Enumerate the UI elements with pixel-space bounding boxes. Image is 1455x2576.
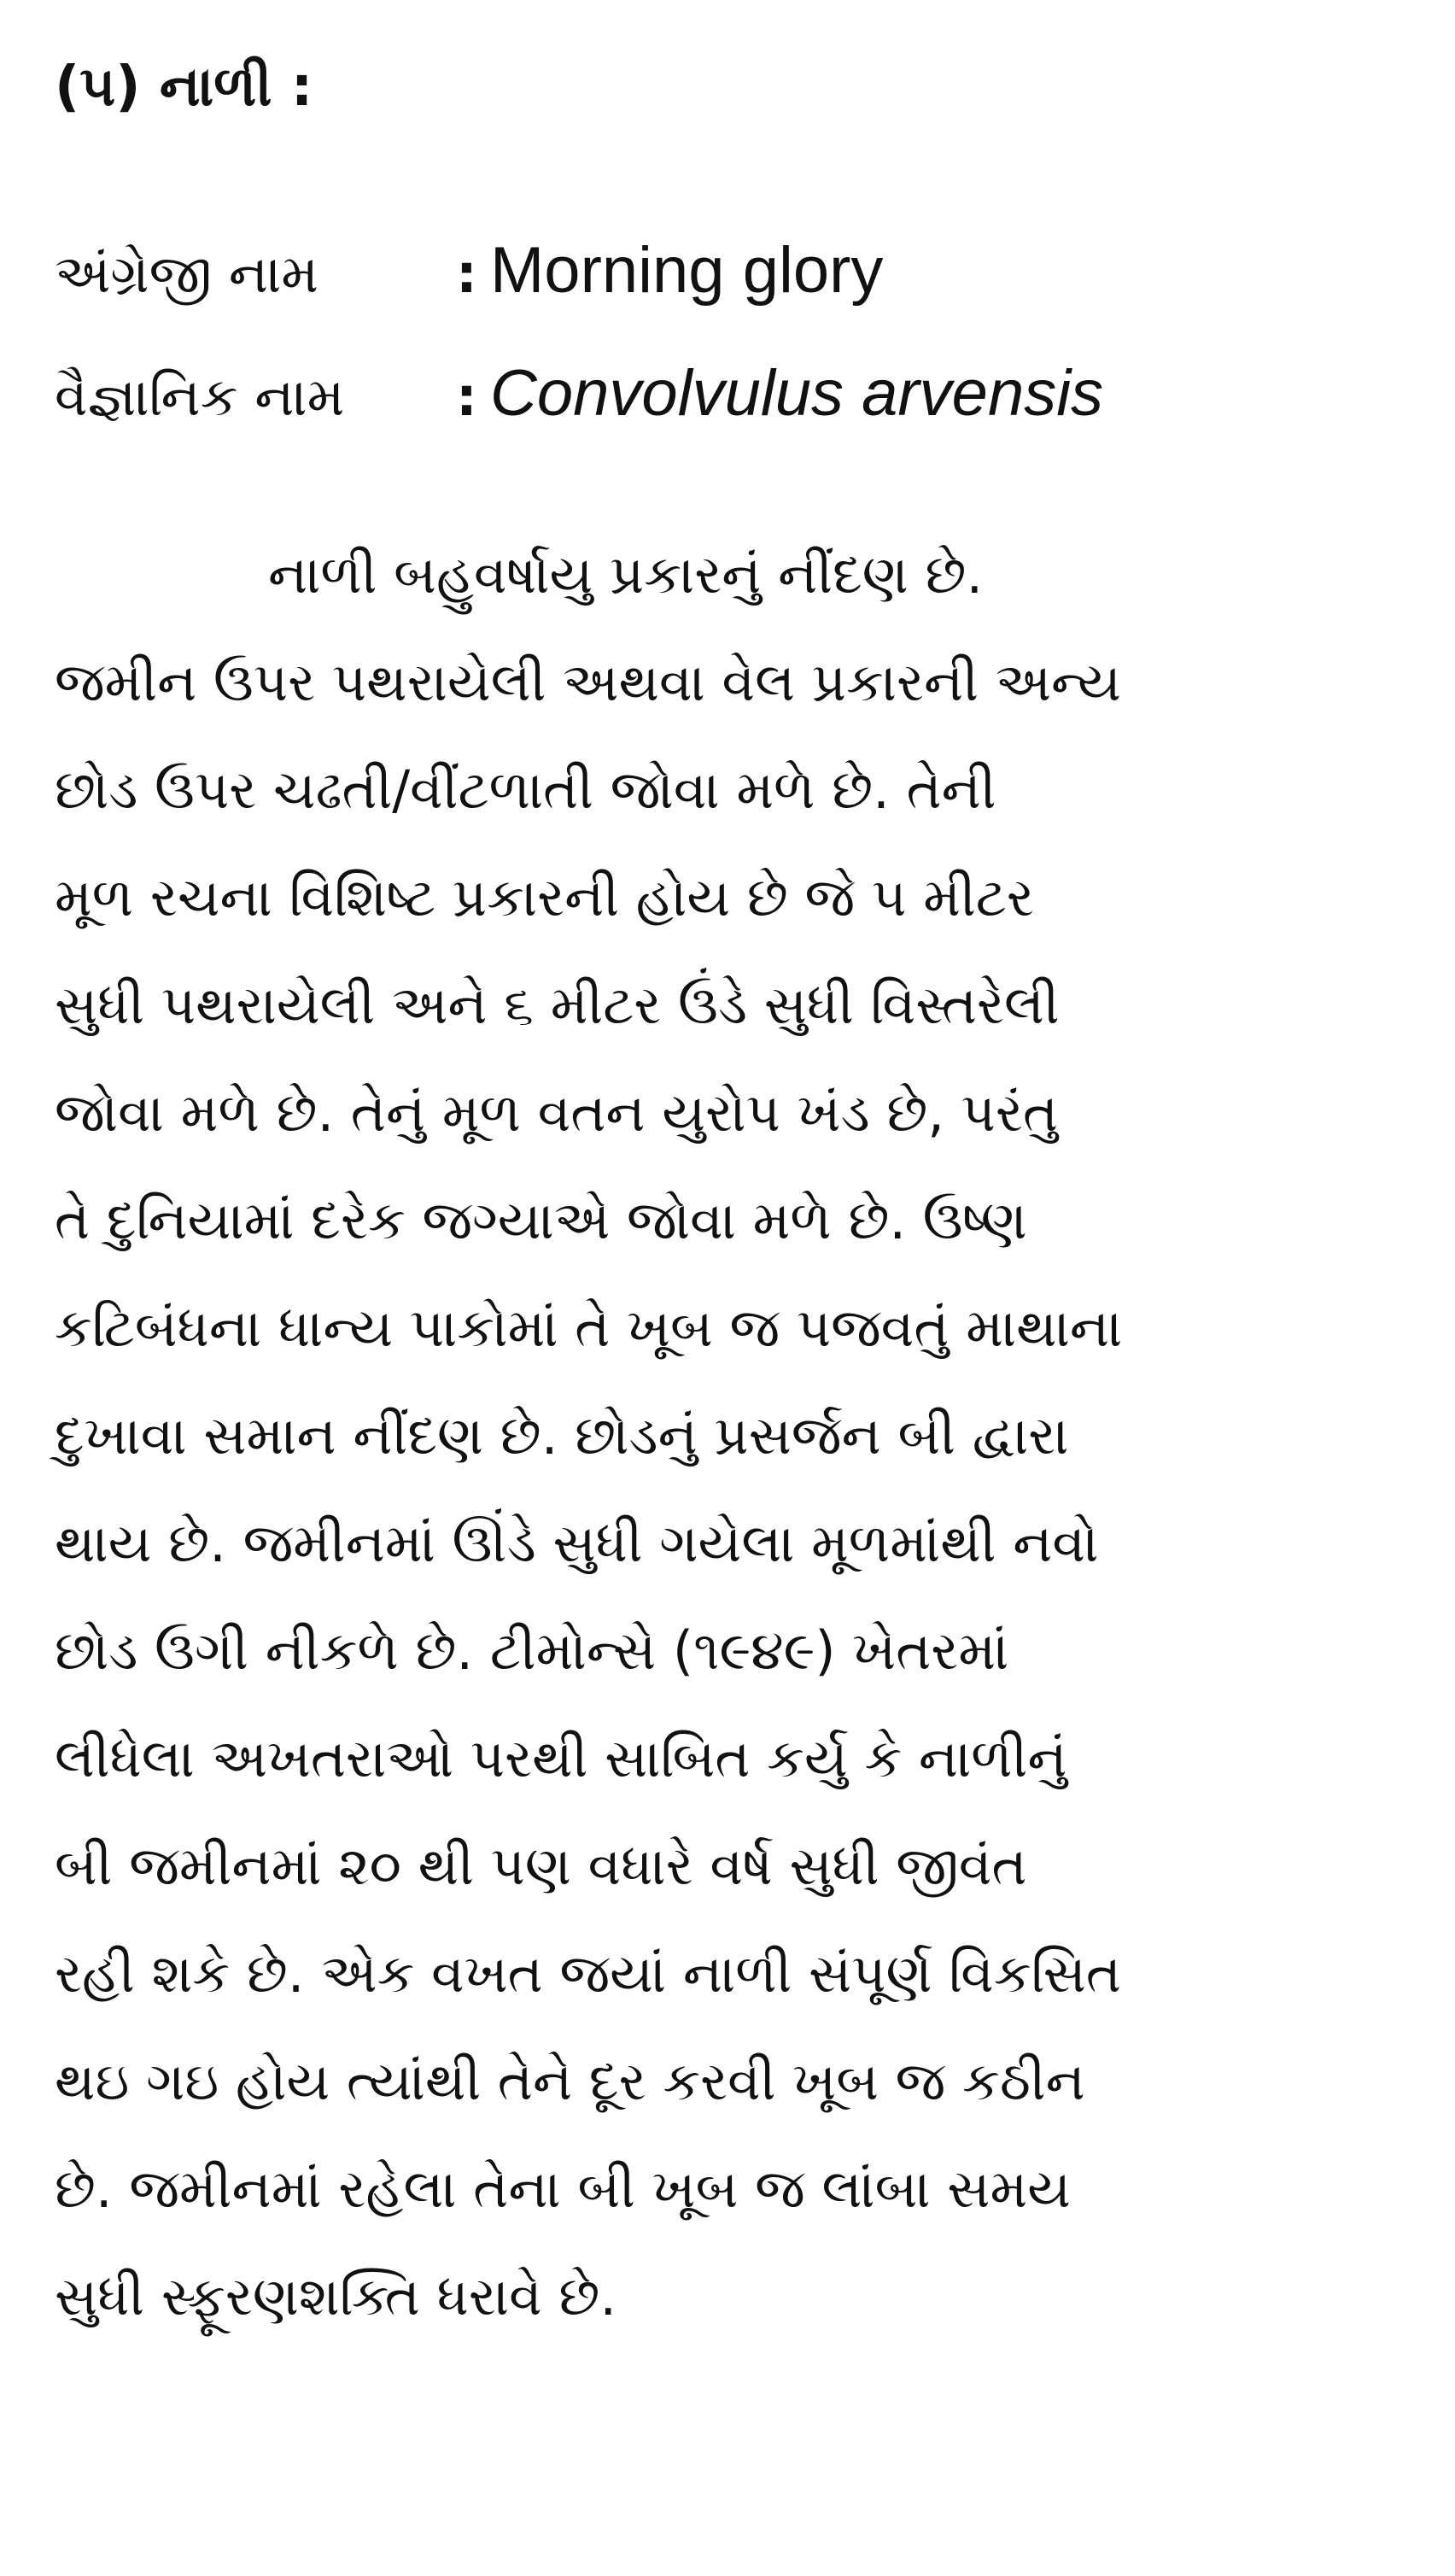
body-line: તે દુનિયામાં દરેક જગ્યાએ જોવા મળે છે. ઉષ્ણ — [55, 1189, 1027, 1251]
body-line: થાય છે. જમીનમાં ઊંડે સુધી ગયેલા મૂળમાંથી નવો — [55, 1512, 1099, 1574]
body-line: સુધી પથરાયેલી અને ૬ મીટર ઉંડે સુધી વિસ્તરેલી — [55, 974, 1060, 1036]
scientific-name-row — [55, 347, 1103, 444]
body-line: રહી શકે છે. એક વખત જયાં નાળી સંપૂર્ણ વિકસિત — [55, 1942, 1121, 2005]
body-line: છે. જમીનમાં રહેલા તેના બી ખૂબ જ લાંબા સમય — [55, 2157, 1072, 2220]
body-line: નાળી બહુવર્ષાયુ પ્રકારનું નીંદણ છે. — [268, 543, 984, 606]
english-name-label: અંગ્રેજી નામ — [55, 243, 319, 305]
body-line: છોડ ઉગી નીકળે છે. ટીમોન્સે (૧૯૪૯) ખેતરમાં — [55, 1619, 1009, 1682]
scientific-name-label: વૈજ્ઞાનિક નામ — [55, 366, 345, 428]
body-line: મૂળ રચના વિશિષ્ટ પ્રકારની હોય છે જે ૫ મીટર — [55, 866, 1034, 928]
english-name-colon: : — [456, 243, 477, 305]
body-line: બી જમીનમાં ૨૦ થી પણ વધારે વર્ષ સુધી જીવંત — [55, 1835, 1027, 1897]
body-line: થઇ ગઇ હોય ત્યાંથી તેને દૂર કરવી ખૂબ જ કઠીન — [55, 2050, 1085, 2112]
body-line: લીધેલા અખતરાઓ પરથી સાબિત કર્યુ કે નાળીનું — [55, 1727, 1067, 1789]
body-line: સુધી સ્ફૂરણશક્તિ ધરાવે છે. — [55, 2265, 617, 2327]
english-name-row — [55, 224, 883, 321]
body-line: જમીન ઉપર પથરાયેલી અથવા વેલ પ્રકારની અન્ય — [55, 651, 1121, 713]
body-line: કટિબંધના ધાન્ય પાકોમાં તે ખૂબ જ પજવતું માથાના — [55, 1297, 1123, 1359]
body-line: છોડ ઉપર ચઢતી/વીંટળાતી જોવા મળે છે. તેની — [55, 758, 996, 821]
section-heading: (૫) નાળી : — [55, 56, 313, 119]
english-name-value: Morning glory — [490, 234, 884, 307]
body-paragraph — [55, 521, 1353, 2351]
scientific-name-value: Convolvulus arvensis — [490, 357, 1104, 430]
scientific-name-colon: : — [456, 366, 477, 428]
body-line: દુખાવા સમાન નીંદણ છે. છોડનું પ્રસર્જન બી દ્વારા — [55, 1404, 1069, 1467]
body-line: જોવા મળે છે. તેનું મૂળ વતન યુરોપ ખંડ છે, પરંતુ — [55, 1081, 1059, 1144]
